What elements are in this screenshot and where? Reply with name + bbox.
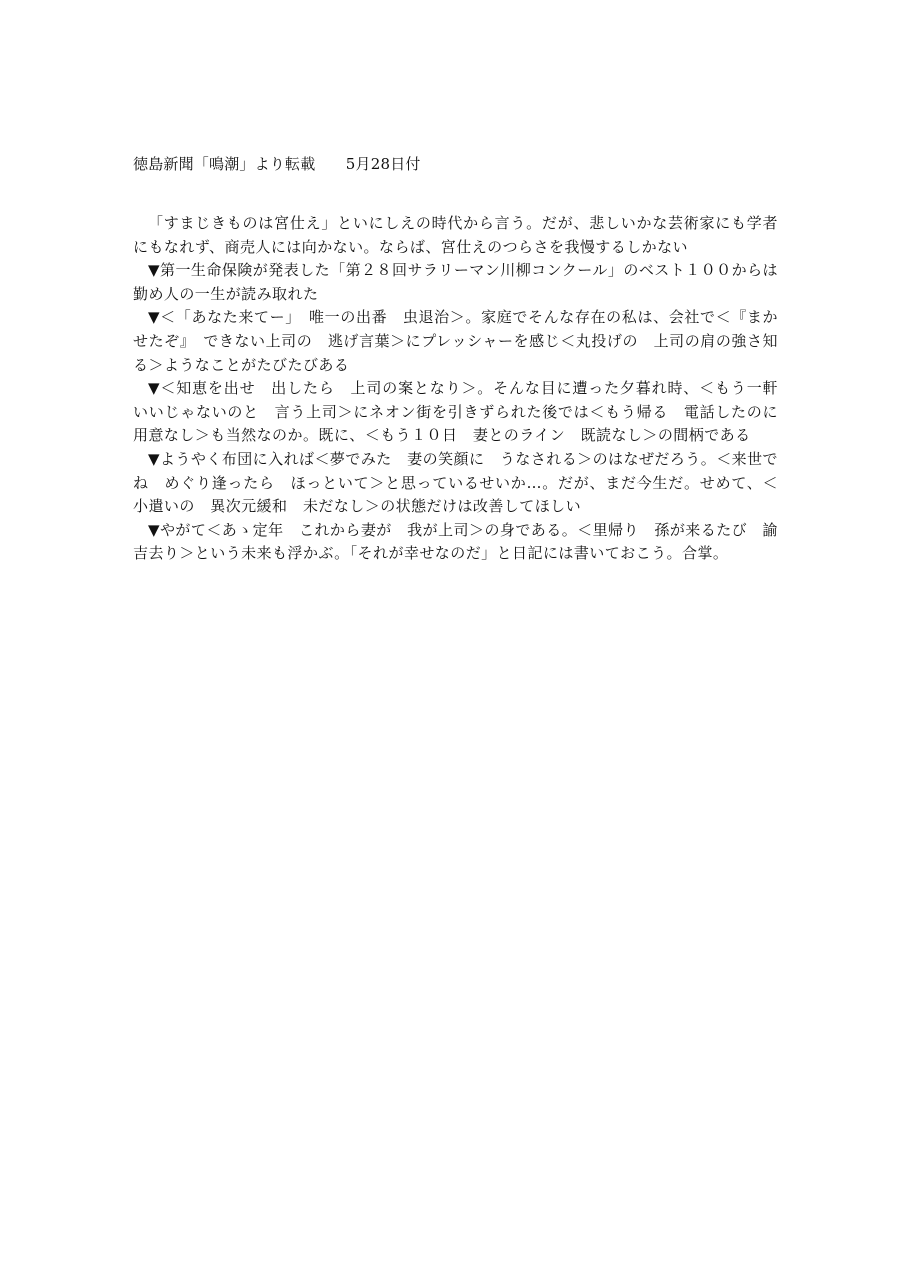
- paragraph-intro: 「すまじきものは宮仕え」といにしえの時代から言う。だが、悲しいかな芸術家にも学者にもなれず、商売人には向かない。ならば、宮仕えのつらさを我慢するしかない: [133, 214, 778, 256]
- paragraph-boss: ▼＜知恵を出せ 出したら 上司の案となり＞。そんな目に遭った夕暮れ時、＜もう一軒 いいじゃないのと 言う上司＞にネオン街を引きずられた後では＜もう帰る 電話したのに 用意なし＞も当然なのか。既に、＜もう１０日 妻とのライン 既読なし＞の間柄である: [133, 379, 794, 445]
- column-body: [133, 212, 794, 566]
- paragraph-contest: ▼第一生命保険が発表した「第２８回サラリーマン川柳コンクール」のベスト１００からは勤め人の一生が読み取れた: [133, 261, 778, 303]
- source-header: 徳島新聞「鳴潮」より転載 5月28日付: [133, 155, 421, 173]
- paragraph-home-office: ▼＜「あなた来てー」 唯一の出番 虫退治＞。家庭でそんな存在の私は、会社で＜『まかせたぞ』 できない上司の 逃げ言葉＞にプレッシャーを感じ＜丸投げの 上司の肩の強さ知る＞ようなことがたびたびある: [133, 308, 778, 374]
- paragraph-futon: ▼ようやく布団に入れば＜夢でみた 妻の笑顔に うなされる＞のはなぜだろう。＜来世でね めぐり逢ったら ほっといて＞と思っているせいか…。だが、まだ今生だ。せめて、＜小遣いの 異次元緩和 未だなし＞の状態だけは改善してほしい: [133, 449, 778, 516]
- paragraph-retirement: ▼やがて＜あゝ定年 これから妻が 我が上司＞の身である。＜里帰り 孫が来るたび 諭吉去り＞という未来も浮かぶ。「それが幸せなのだ」と日記には書いておこう。合掌。: [133, 520, 778, 563]
